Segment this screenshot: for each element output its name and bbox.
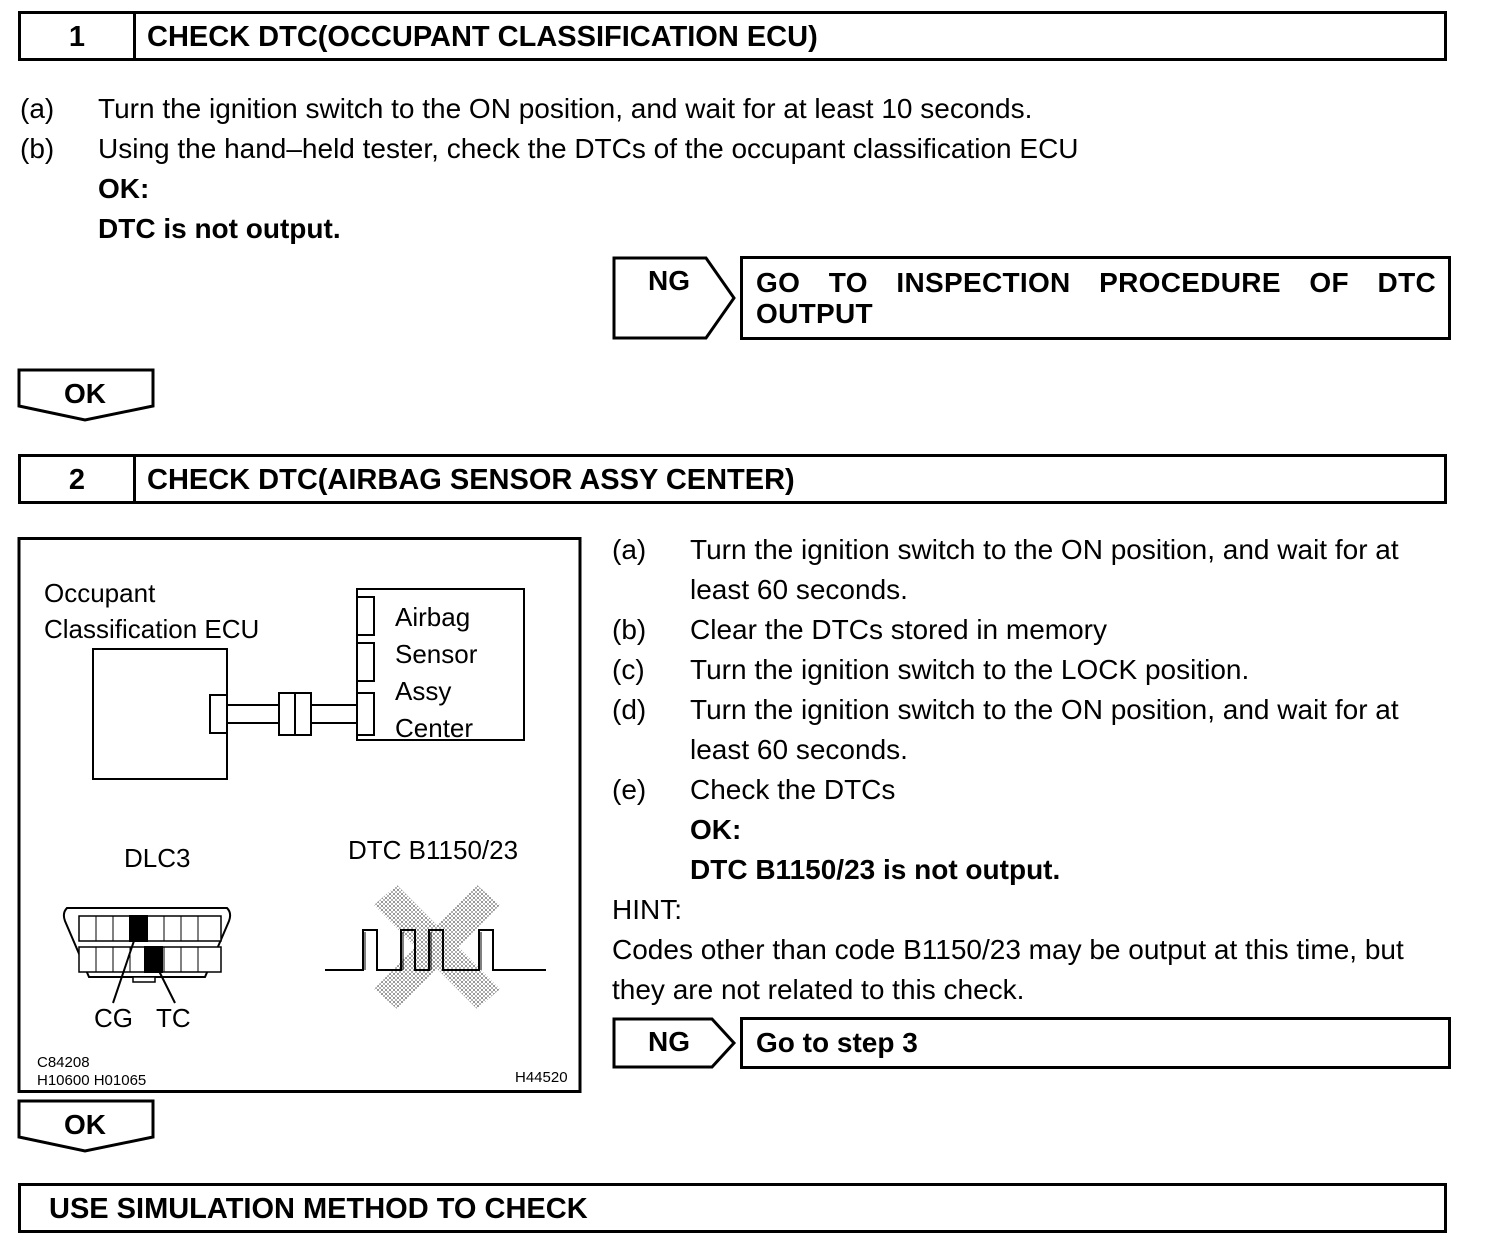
step-2-item-e-label: (e) <box>612 774 647 805</box>
ref-code-2: H10600 H01065 <box>37 1072 147 1089</box>
ecu-label-line-2: Classification ECU <box>44 614 260 644</box>
step-2-item-b-label: (b) <box>612 614 647 645</box>
step-2-ng-result: Go to step 3 <box>756 1027 918 1058</box>
sensor-label-line-1: Airbag <box>395 602 471 632</box>
ecu-label-line-1: Occupant <box>44 578 156 608</box>
step-1-title: CHECK DTC(OCCUPANT CLASSIFICATION ECU) <box>147 21 818 53</box>
step-2-item-a-line-1: Turn the ignition switch to the ON position, and wait for at <box>690 534 1399 565</box>
step-2-title: CHECK DTC(AIRBAG SENSOR ASSY CENTER) <box>147 464 795 496</box>
final-step-header <box>18 1183 1447 1233</box>
step-2-number: 2 <box>21 457 136 501</box>
step-2-ok-heading: OK: <box>690 814 742 845</box>
step-2-item-e-line-1: Check the DTCs <box>690 774 896 805</box>
step-2-item-b-line-1: Clear the DTCs stored in memory <box>690 614 1108 645</box>
step-1-header <box>18 11 1447 61</box>
step-1-ng-label: NG <box>648 265 690 296</box>
step-2-item-d-line-1: Turn the ignition switch to the ON position, and wait for at <box>690 694 1399 725</box>
step-2-item-d-label: (d) <box>612 694 647 725</box>
step-1-item-a-label: (a) <box>20 93 55 124</box>
step-2-header <box>18 454 1447 504</box>
step-2-item-a-line-2: least 60 seconds. <box>690 574 908 605</box>
step-2-item-c-label: (c) <box>612 654 645 685</box>
occupant-classification-ecu-box <box>93 649 227 779</box>
step-2-ng-result-box <box>740 1017 1451 1069</box>
sensor-label-line-2: Sensor <box>395 639 478 669</box>
step-1-ng-result-line-1: GO TO INSPECTION PROCEDURE OF DTC <box>756 267 1436 298</box>
step-1-item-b-label: (b) <box>20 133 55 164</box>
tc-label: TC <box>156 1003 191 1033</box>
ref-code-3: H44520 <box>515 1069 568 1086</box>
step-1-ok-criteria: DTC is not output. <box>98 213 341 244</box>
sensor-label-line-4: Center <box>395 713 474 743</box>
cg-label: CG <box>94 1003 133 1033</box>
step-2-hint-heading: HINT: <box>612 894 682 925</box>
ref-code-1: C84208 <box>37 1054 90 1071</box>
wiring-diagram <box>17 537 583 1095</box>
step-1-ng-result-line-2: OUTPUT <box>756 298 873 329</box>
step-2-ok-label: OK <box>64 1109 106 1140</box>
step-1-item-a-text: Turn the ignition switch to the ON position, and wait for at least 10 seconds. <box>98 93 1033 124</box>
step-1-number: 1 <box>21 14 136 58</box>
cg-terminal <box>130 916 147 941</box>
step-2-hint-line-2: they are not related to this check. <box>612 974 1025 1005</box>
step-1-ng-result-box <box>740 256 1451 340</box>
dlc3-label: DLC3 <box>124 843 191 873</box>
step-2-item-c-line-1: Turn the ignition switch to the LOCK position. <box>690 654 1250 685</box>
step-2-item-a-label: (a) <box>612 534 647 565</box>
dtc-code-label: DTC B1150/23 <box>348 835 519 865</box>
step-1-item-b-text: Using the hand–held tester, check the DTCs of the occupant classification ECU <box>98 133 1079 164</box>
step-2-ng-label: NG <box>648 1026 690 1057</box>
step-2-hint-line-1: Codes other than code B1150/23 may be output at this time, but <box>612 934 1404 965</box>
final-step-title: USE SIMULATION METHOD TO CHECK <box>49 1193 588 1225</box>
step-1-ok-heading: OK: <box>98 173 150 204</box>
step-2-item-d-line-2: least 60 seconds. <box>690 734 908 765</box>
step-2-ok-criteria: DTC B1150/23 is not output. <box>690 854 1061 885</box>
sensor-label-line-3: Assy <box>395 676 452 706</box>
step-1-ok-label: OK <box>64 378 106 409</box>
